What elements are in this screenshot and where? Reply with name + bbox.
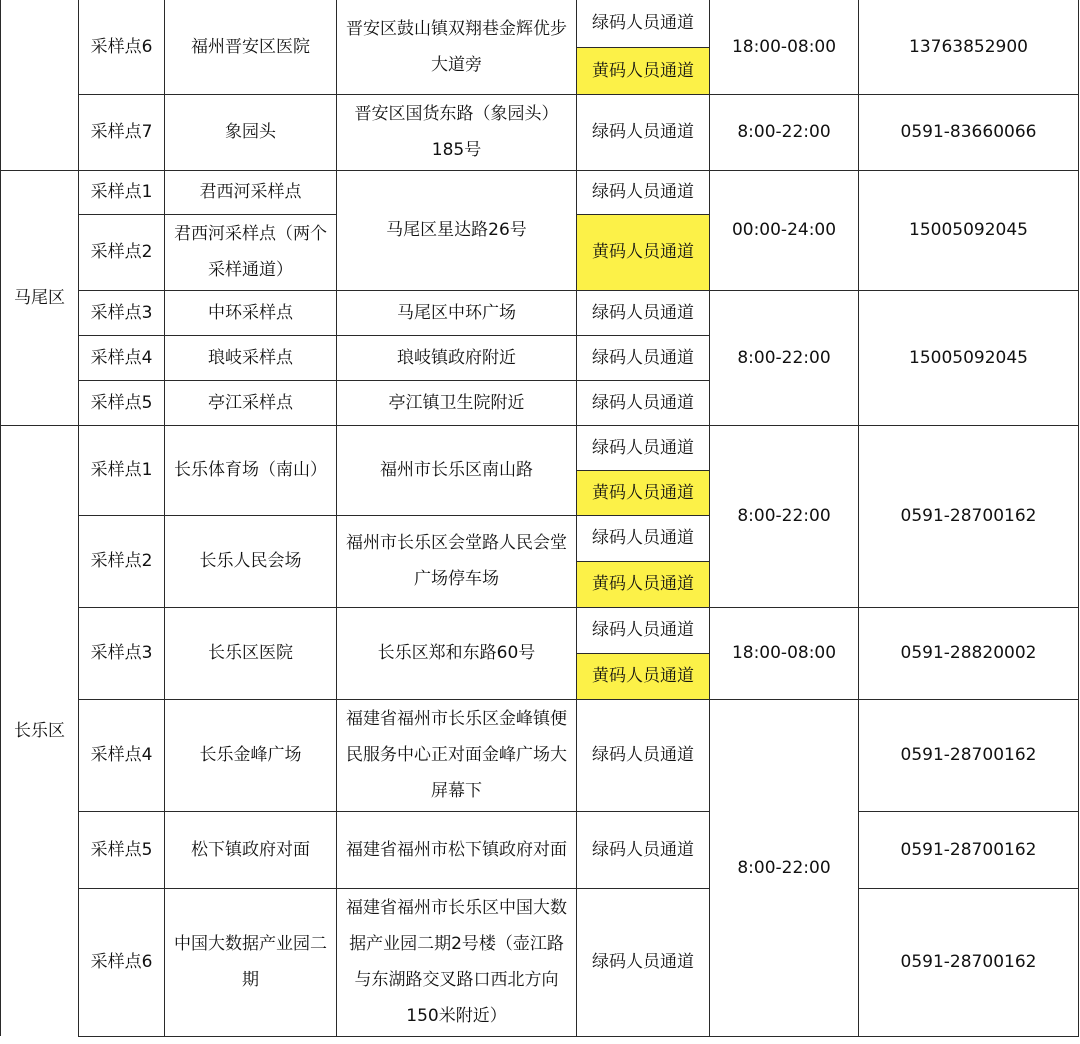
site-address: 亭江镇卫生院附近	[337, 380, 577, 425]
site-number: 采样点3	[79, 290, 165, 335]
district-name: 长乐区	[1, 425, 79, 1036]
contact-phone: 0591-28700162	[859, 811, 1079, 888]
service-hours: 8:00-22:00	[710, 699, 859, 1036]
contact-phone: 0591-28820002	[859, 607, 1079, 699]
site-address: 晋安区鼓山镇双翔巷金辉优步大道旁	[337, 0, 577, 94]
site-name: 福州晋安区医院	[165, 0, 337, 94]
contact-phone: 15005092045	[859, 170, 1079, 290]
table-row	[1, 811, 1079, 888]
lane-green: 绿码人员通道	[577, 0, 710, 47]
contact-phone: 0591-28700162	[859, 888, 1079, 1036]
site-number: 采样点1	[79, 170, 165, 214]
lane-yellow: 黄码人员通道	[577, 653, 710, 699]
site-name: 中国大数据产业园二期	[165, 888, 337, 1036]
table-row	[1, 425, 1079, 470]
service-hours: 8:00-22:00	[710, 94, 859, 170]
site-address: 马尾区星达路26号	[337, 170, 577, 290]
lane-green: 绿码人员通道	[577, 290, 710, 335]
service-hours: 18:00-08:00	[710, 0, 859, 94]
site-address: 福建省福州市长乐区中国大数据产业园二期2号楼（壶江路与东湖路交叉路口西北方向150米附近）	[337, 888, 577, 1036]
site-address: 晋安区国货东路（象园头）185号	[337, 94, 577, 170]
lane-yellow: 黄码人员通道	[577, 214, 710, 290]
lane-green: 绿码人员通道	[577, 94, 710, 170]
site-name: 长乐体育场（南山）	[165, 425, 337, 515]
district-cell-continued	[1, 0, 79, 170]
lane-green: 绿码人员通道	[577, 515, 710, 561]
site-name: 长乐人民会场	[165, 515, 337, 607]
contact-phone: 0591-28700162	[859, 425, 1079, 607]
contact-phone: 0591-28700162	[859, 699, 1079, 811]
lane-green: 绿码人员通道	[577, 811, 710, 888]
service-hours: 18:00-08:00	[710, 607, 859, 699]
service-hours: 8:00-22:00	[710, 425, 859, 607]
lane-yellow: 黄码人员通道	[577, 470, 710, 515]
lane-green: 绿码人员通道	[577, 425, 710, 470]
site-number: 采样点3	[79, 607, 165, 699]
lane-green: 绿码人员通道	[577, 380, 710, 425]
site-number: 采样点2	[79, 214, 165, 290]
site-number: 采样点1	[79, 425, 165, 515]
table-row	[1, 699, 1079, 811]
table-row	[1, 607, 1079, 653]
site-number: 采样点7	[79, 94, 165, 170]
lane-green: 绿码人员通道	[577, 335, 710, 380]
table-row	[1, 0, 1079, 47]
site-number: 采样点5	[79, 380, 165, 425]
lane-yellow: 黄码人员通道	[577, 561, 710, 607]
district-name: 马尾区	[1, 170, 79, 425]
service-hours: 8:00-22:00	[710, 290, 859, 425]
contact-phone: 15005092045	[859, 290, 1079, 425]
site-number: 采样点2	[79, 515, 165, 607]
site-address: 福州市长乐区南山路	[337, 425, 577, 515]
site-name: 亭江采样点	[165, 380, 337, 425]
lane-green: 绿码人员通道	[577, 607, 710, 653]
site-name: 象园头	[165, 94, 337, 170]
lane-green: 绿码人员通道	[577, 888, 710, 1036]
site-number: 采样点6	[79, 888, 165, 1036]
site-name: 琅岐采样点	[165, 335, 337, 380]
contact-phone: 0591-83660066	[859, 94, 1079, 170]
table-row	[1, 94, 1079, 170]
site-address: 马尾区中环广场	[337, 290, 577, 335]
site-name: 长乐区医院	[165, 607, 337, 699]
site-name: 中环采样点	[165, 290, 337, 335]
table-row	[1, 290, 1079, 335]
site-number: 采样点6	[79, 0, 165, 94]
site-number: 采样点4	[79, 699, 165, 811]
site-name: 长乐金峰广场	[165, 699, 337, 811]
contact-phone: 13763852900	[859, 0, 1079, 94]
site-name: 君西河采样点（两个采样通道）	[165, 214, 337, 290]
table-row	[1, 888, 1079, 1036]
site-address: 琅岐镇政府附近	[337, 335, 577, 380]
site-address: 长乐区郑和东路60号	[337, 607, 577, 699]
lane-green: 绿码人员通道	[577, 699, 710, 811]
site-address: 福州市长乐区会堂路人民会堂广场停车场	[337, 515, 577, 607]
site-number: 采样点4	[79, 335, 165, 380]
site-address: 福建省福州市长乐区金峰镇便民服务中心正对面金峰广场大屏幕下	[337, 699, 577, 811]
site-name: 松下镇政府对面	[165, 811, 337, 888]
service-hours: 00:00-24:00	[710, 170, 859, 290]
site-name: 君西河采样点	[165, 170, 337, 214]
lane-green: 绿码人员通道	[577, 170, 710, 214]
lane-yellow: 黄码人员通道	[577, 47, 710, 94]
site-address: 福建省福州市松下镇政府对面	[337, 811, 577, 888]
table-row	[1, 170, 1079, 214]
site-number: 采样点5	[79, 811, 165, 888]
